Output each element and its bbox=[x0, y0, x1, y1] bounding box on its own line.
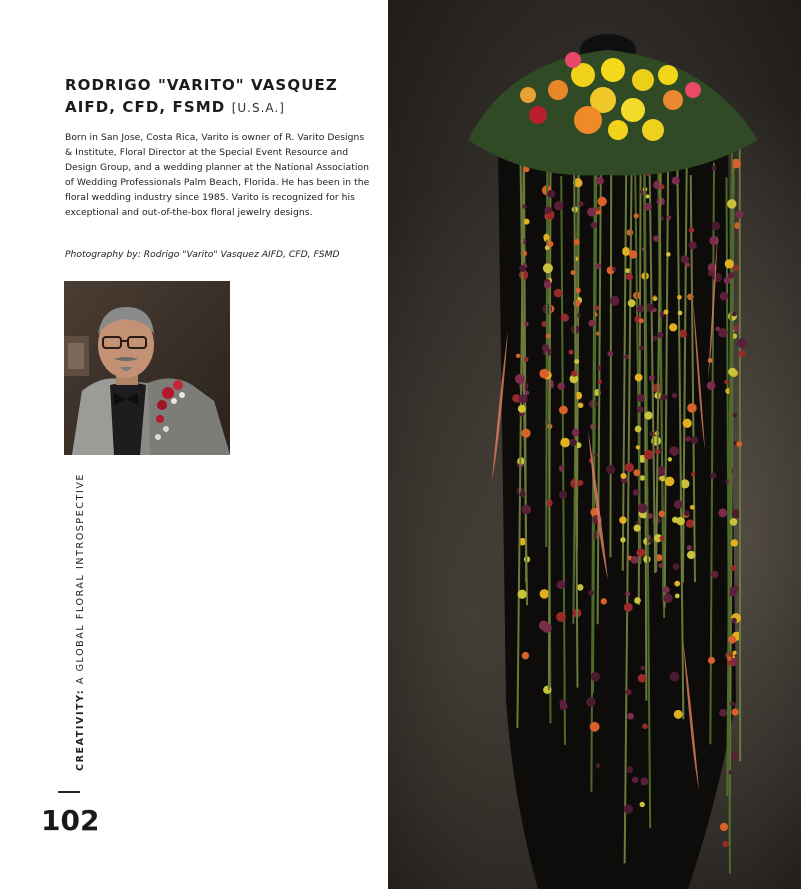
bead bbox=[674, 710, 683, 719]
page-number: 102 bbox=[41, 804, 100, 837]
flower bbox=[632, 69, 654, 91]
bead bbox=[718, 508, 727, 517]
bead bbox=[574, 359, 579, 364]
bead bbox=[684, 510, 690, 516]
bead bbox=[731, 618, 737, 624]
bead bbox=[687, 545, 692, 550]
bead bbox=[559, 467, 564, 472]
bead bbox=[638, 503, 648, 513]
floral-design-photo bbox=[388, 0, 801, 889]
bead bbox=[719, 709, 727, 717]
bead bbox=[731, 539, 738, 546]
bead bbox=[525, 391, 530, 396]
bead bbox=[663, 594, 672, 603]
bead bbox=[634, 597, 641, 604]
bead bbox=[639, 475, 645, 481]
flower bbox=[663, 90, 683, 110]
bead bbox=[685, 436, 691, 442]
bead bbox=[663, 586, 670, 593]
designer-portrait bbox=[64, 281, 230, 455]
bead bbox=[624, 804, 633, 813]
bead bbox=[640, 802, 645, 807]
bead bbox=[653, 296, 658, 301]
bead bbox=[649, 431, 654, 436]
bead bbox=[522, 652, 529, 659]
bead bbox=[673, 563, 680, 570]
bead bbox=[733, 265, 739, 271]
bead bbox=[569, 439, 576, 446]
bead bbox=[672, 393, 677, 398]
bead bbox=[644, 450, 654, 460]
bead bbox=[691, 472, 695, 476]
bead bbox=[727, 657, 731, 661]
bead bbox=[708, 657, 715, 664]
bead bbox=[640, 777, 648, 785]
bead bbox=[731, 753, 739, 761]
bead bbox=[660, 184, 665, 189]
bead bbox=[557, 383, 564, 390]
bead bbox=[639, 318, 644, 323]
bead bbox=[518, 394, 527, 403]
bead bbox=[543, 263, 553, 273]
bead bbox=[571, 270, 576, 275]
bead bbox=[636, 548, 645, 557]
bead bbox=[732, 312, 737, 317]
bead bbox=[518, 405, 526, 413]
bead bbox=[678, 311, 683, 316]
bead bbox=[676, 517, 685, 526]
bead bbox=[578, 402, 584, 408]
bead bbox=[644, 203, 652, 211]
bead bbox=[691, 436, 699, 444]
bead bbox=[734, 229, 739, 234]
bead bbox=[559, 491, 567, 499]
bead bbox=[570, 478, 580, 488]
bead bbox=[519, 265, 526, 272]
bead bbox=[725, 259, 734, 268]
bead bbox=[730, 518, 738, 526]
bead bbox=[547, 241, 553, 247]
bead bbox=[732, 651, 736, 655]
bead bbox=[637, 406, 644, 413]
bead bbox=[522, 204, 527, 209]
bead bbox=[575, 288, 580, 293]
bead bbox=[690, 505, 695, 510]
bead bbox=[625, 268, 630, 273]
text-column bbox=[0, 0, 388, 889]
bead bbox=[689, 241, 697, 249]
bead bbox=[597, 197, 606, 206]
bead bbox=[546, 334, 551, 339]
bead bbox=[677, 295, 682, 300]
bead bbox=[587, 208, 596, 217]
bead bbox=[707, 381, 716, 390]
bead bbox=[669, 446, 679, 456]
bead bbox=[620, 537, 625, 542]
bead bbox=[667, 215, 671, 219]
page-number-rule bbox=[58, 791, 80, 793]
bead bbox=[542, 344, 549, 351]
bead bbox=[658, 563, 663, 568]
bead bbox=[728, 636, 736, 644]
bead bbox=[542, 623, 552, 633]
bead bbox=[571, 371, 577, 377]
bead bbox=[625, 592, 630, 597]
bead bbox=[733, 413, 738, 418]
flower bbox=[642, 119, 664, 141]
bead bbox=[739, 350, 746, 357]
designer-name bbox=[65, 74, 365, 119]
bead bbox=[674, 500, 683, 509]
designer-location: [U.S.A.] bbox=[231, 101, 285, 115]
designer-name-text: RODRIGO "VARITO" VASQUEZ AIFD, CFD, FSMD bbox=[65, 76, 338, 116]
bead bbox=[638, 674, 647, 683]
bead bbox=[519, 270, 528, 279]
bead bbox=[642, 724, 648, 730]
bead bbox=[597, 379, 601, 383]
bead bbox=[645, 194, 649, 198]
bead bbox=[516, 354, 521, 359]
bead bbox=[728, 272, 734, 278]
bead bbox=[625, 463, 634, 472]
bead bbox=[539, 369, 549, 379]
bead bbox=[632, 777, 639, 784]
bead bbox=[595, 263, 601, 269]
bead bbox=[635, 426, 642, 433]
bead bbox=[612, 267, 616, 271]
bead bbox=[594, 305, 599, 310]
bead bbox=[626, 273, 633, 280]
bead bbox=[547, 190, 555, 198]
bead bbox=[621, 473, 627, 479]
bead bbox=[633, 524, 640, 531]
bead bbox=[601, 598, 607, 604]
bead bbox=[554, 201, 563, 210]
flower bbox=[601, 58, 625, 82]
bead bbox=[627, 713, 634, 720]
stem-strand bbox=[610, 141, 611, 558]
bead bbox=[636, 305, 644, 313]
bead bbox=[689, 227, 695, 233]
bead bbox=[543, 234, 549, 240]
bead bbox=[727, 661, 732, 666]
bead bbox=[522, 505, 532, 515]
flower bbox=[548, 80, 568, 100]
bead bbox=[559, 699, 566, 706]
bead bbox=[574, 239, 580, 245]
bead bbox=[665, 477, 674, 486]
bead bbox=[732, 708, 739, 715]
bead bbox=[596, 763, 601, 768]
bead bbox=[720, 823, 728, 831]
bead bbox=[731, 565, 737, 571]
bead bbox=[685, 262, 690, 267]
bead bbox=[519, 491, 525, 497]
bead bbox=[737, 338, 747, 348]
bead bbox=[666, 252, 671, 257]
bead bbox=[610, 296, 620, 306]
bead bbox=[606, 465, 615, 474]
bead bbox=[712, 273, 722, 283]
bead bbox=[659, 536, 664, 541]
bead bbox=[635, 374, 643, 382]
bead bbox=[624, 354, 629, 359]
bead bbox=[544, 207, 551, 214]
bead bbox=[663, 309, 668, 314]
bead bbox=[628, 299, 636, 307]
bead bbox=[619, 516, 627, 524]
bead bbox=[572, 429, 580, 437]
flower bbox=[608, 120, 628, 140]
book-title-vertical bbox=[75, 471, 86, 771]
bead bbox=[686, 519, 694, 527]
bead bbox=[658, 510, 665, 517]
bead bbox=[594, 453, 598, 457]
bead bbox=[588, 320, 595, 327]
stem-strand bbox=[546, 130, 547, 547]
bead bbox=[626, 766, 633, 773]
bead bbox=[711, 166, 716, 171]
bead bbox=[712, 222, 721, 231]
bead bbox=[733, 586, 739, 592]
bead bbox=[569, 350, 574, 355]
bead bbox=[561, 314, 568, 321]
bead bbox=[674, 581, 680, 587]
photo-credit: Photography by: Rodrigo "Varito" Vasquez AIFD, CFD, FSMD bbox=[65, 249, 340, 260]
bead bbox=[687, 403, 697, 413]
bead bbox=[683, 419, 692, 428]
bead bbox=[518, 590, 527, 599]
bead bbox=[596, 177, 604, 185]
bead bbox=[672, 177, 680, 185]
bead bbox=[524, 322, 529, 327]
bead bbox=[640, 666, 645, 671]
bead bbox=[681, 255, 689, 263]
book-title-rest: A GLOBAL FLORAL INTROSPECTIVE bbox=[75, 472, 86, 689]
bead bbox=[708, 270, 714, 276]
bead bbox=[515, 374, 525, 384]
bead bbox=[675, 594, 680, 599]
bead bbox=[626, 689, 632, 695]
bead bbox=[631, 556, 639, 564]
bead bbox=[629, 250, 637, 258]
bead bbox=[634, 213, 639, 218]
bead bbox=[727, 199, 736, 208]
bead bbox=[607, 351, 613, 357]
flower bbox=[520, 87, 536, 103]
bead bbox=[736, 441, 742, 447]
bead bbox=[669, 323, 677, 331]
bead bbox=[524, 219, 530, 225]
bead bbox=[590, 222, 597, 229]
bead bbox=[595, 207, 600, 212]
bead bbox=[579, 202, 584, 207]
book-title-bold: CREATIVITY: bbox=[75, 688, 86, 771]
bead bbox=[639, 346, 644, 351]
bead bbox=[670, 672, 680, 682]
bead bbox=[730, 701, 735, 706]
bead bbox=[636, 445, 640, 449]
bead bbox=[687, 551, 695, 559]
bead bbox=[590, 722, 600, 732]
bead bbox=[657, 332, 663, 338]
bead bbox=[660, 394, 667, 401]
bead bbox=[586, 697, 595, 706]
bead bbox=[724, 380, 728, 384]
bead bbox=[736, 211, 744, 219]
bead bbox=[720, 292, 729, 301]
bead bbox=[588, 590, 594, 596]
flower bbox=[574, 106, 602, 134]
bead bbox=[655, 450, 660, 455]
designer-bio: Born in San Jose, Costa Rica, Varito is owner of R. Varito Designs & Institute, Floral Director at the Special Event Resource and Design Group, and a wedding planner at the National Association of Wedding Professionals Palm Beach, Florida. He has been in the floral wedding industry since 1985. Varito is recognized for his exceptional and out-of-the-box floral jewelry designs. bbox=[65, 132, 370, 219]
bead bbox=[668, 457, 672, 461]
bead bbox=[633, 489, 640, 496]
bead bbox=[560, 438, 570, 448]
bead bbox=[733, 325, 739, 331]
bead bbox=[679, 330, 687, 338]
flower bbox=[658, 65, 678, 85]
bead bbox=[653, 235, 659, 241]
bead bbox=[540, 589, 550, 599]
bead bbox=[544, 282, 551, 289]
flower bbox=[529, 106, 547, 124]
bead bbox=[644, 411, 652, 419]
flower bbox=[685, 82, 701, 98]
bead bbox=[649, 375, 655, 381]
flower bbox=[565, 52, 581, 68]
flower bbox=[621, 98, 645, 122]
bead bbox=[728, 770, 732, 774]
bead bbox=[633, 469, 640, 476]
bead bbox=[597, 366, 601, 370]
bead bbox=[559, 406, 568, 415]
bead bbox=[722, 841, 728, 847]
bead bbox=[637, 394, 645, 402]
bead bbox=[711, 571, 719, 579]
bead bbox=[521, 429, 530, 438]
bead bbox=[728, 368, 736, 376]
bead bbox=[556, 612, 566, 622]
bead bbox=[624, 603, 633, 612]
bead bbox=[710, 472, 716, 478]
bead bbox=[591, 672, 600, 681]
bead bbox=[622, 248, 630, 256]
bead bbox=[718, 328, 727, 337]
bead bbox=[554, 289, 563, 298]
bead bbox=[543, 686, 551, 694]
bead bbox=[557, 580, 566, 589]
